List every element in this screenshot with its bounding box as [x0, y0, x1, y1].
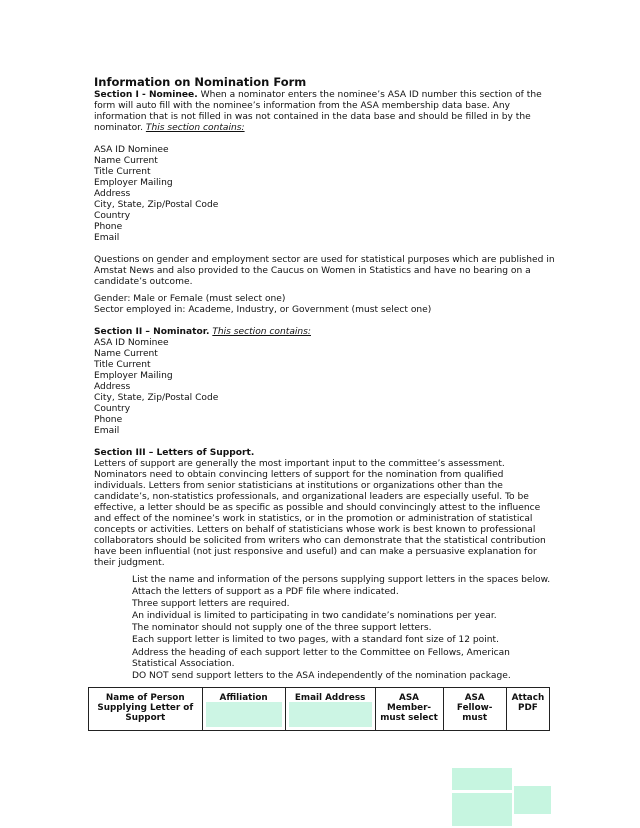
section2-heading: Section II – Nominator.: [94, 327, 210, 337]
instruction-list: [132, 575, 556, 682]
instruction-item: Each support letter is limited to two pages, with a standard font size of 12 point.: [132, 635, 499, 646]
gender-line: Gender: Male or Female (must select one): [94, 294, 286, 304]
document-body: [94, 76, 556, 683]
list-item: Country: [94, 211, 131, 221]
affiliation-input[interactable]: [206, 702, 282, 727]
form-field-box[interactable]: [452, 768, 512, 790]
list-item: ASA ID Nominee: [94, 338, 169, 348]
instruction-item: Three support letters are required.: [132, 599, 290, 610]
section1-heading: Section I - Nominee.: [94, 90, 198, 100]
col-name-header: Name of Person Supplying Letter of Support: [89, 688, 203, 731]
list-item: Employer Mailing: [94, 178, 173, 188]
instruction-item: Attach the letters of support as a PDF file where indicated.: [132, 587, 399, 598]
instruction-item: Address the heading of each support letter to the Committee on Fellows, American Statistical Association.: [132, 647, 510, 669]
section3-heading: Section III – Letters of Support.: [94, 448, 255, 458]
instruction-item: The nominator should not supply one of the three support letters.: [132, 623, 432, 634]
instruction-item: An individual is limited to participating in two candidate’s nominations per year.: [132, 611, 497, 622]
list-item: Employer Mailing: [94, 371, 173, 381]
form-field-box[interactable]: [452, 793, 512, 826]
list-item: Title Current: [94, 360, 151, 370]
list-item: Title Current: [94, 167, 151, 177]
list-item: Phone: [94, 415, 123, 425]
col-fellow-header: ASA Fellow- must: [443, 688, 506, 731]
list-item: City, State, Zip/Postal Code: [94, 393, 219, 403]
section3-body: Letters of support are generally the most important input to the committee’s assessment. Nominators need to obtain convincing letters of support for the nomination from qualified individuals. Letters from senior statisticians at institutions or organizations other than the candidate’s, non-statistics professionals, and organizational leaders are especially useful. To be effective, a letter should be as specific as possible and should convincingly attest to the influence and effect of the nominee’s work in statistics, or in the promotion or administration of statistical concepts or activities. Letters on behalf of statisticians whose work is best known to professional collaborators should be solicited from writers who can demonstrate that the statistical contribution have been influential (not just responsive and useful) and can make a persuasive explanation for their judgment.: [94, 459, 546, 568]
stats-note: Questions on gender and employment sector are used for statistical purposes which are published in Amstat News and also provided to the Caucus on Women in Statistics and have no bearing on a candidate’s outcome.: [94, 255, 555, 287]
col-email-header: Email Address: [285, 688, 375, 731]
list-item: ASA ID Nominee: [94, 145, 169, 155]
list-item: Address: [94, 189, 131, 199]
list-item: Name Current: [94, 349, 158, 359]
sector-line: Sector employed in: Academe, Industry, or Government (must select one): [94, 305, 432, 315]
list-item: Country: [94, 404, 131, 414]
page-title: Information on Nomination Form: [94, 75, 307, 89]
list-item: Address: [94, 382, 131, 392]
col-attach-header: Attach PDF: [506, 688, 549, 731]
col-affiliation-header: Affiliation: [202, 688, 285, 731]
list-item: Name Current: [94, 156, 158, 166]
section2-contains: This section contains:: [212, 327, 311, 337]
form-field-box[interactable]: [514, 786, 551, 814]
email-input[interactable]: [289, 702, 372, 727]
instruction-item: DO NOT send support letters to the ASA independently of the nomination package.: [132, 670, 511, 681]
list-item: Email: [94, 233, 120, 243]
section2-intro: [94, 327, 556, 338]
section2-field-list: [94, 338, 556, 437]
section1-intro: [94, 90, 556, 134]
section1-field-list: [94, 145, 556, 244]
list-item: Email: [94, 426, 120, 436]
support-letter-table: [88, 687, 550, 731]
table-header-row: [89, 688, 550, 731]
col-member-header: ASA Member- must select: [375, 688, 443, 731]
list-item: Phone: [94, 222, 123, 232]
section1-contains: This section contains:: [145, 123, 245, 133]
list-item: City, State, Zip/Postal Code: [94, 200, 219, 210]
section1-intro-text: When a nominator enters the nominee’s ASA ID number this section of the form will auto fill with the nominee’s information from the ASA membership data base. Any information that is not filled in was not contained in the data base and should be filled in by the nominator.: [94, 90, 542, 133]
instruction-item: List the name and information of the persons supplying support letters in the spaces below.: [132, 575, 551, 585]
